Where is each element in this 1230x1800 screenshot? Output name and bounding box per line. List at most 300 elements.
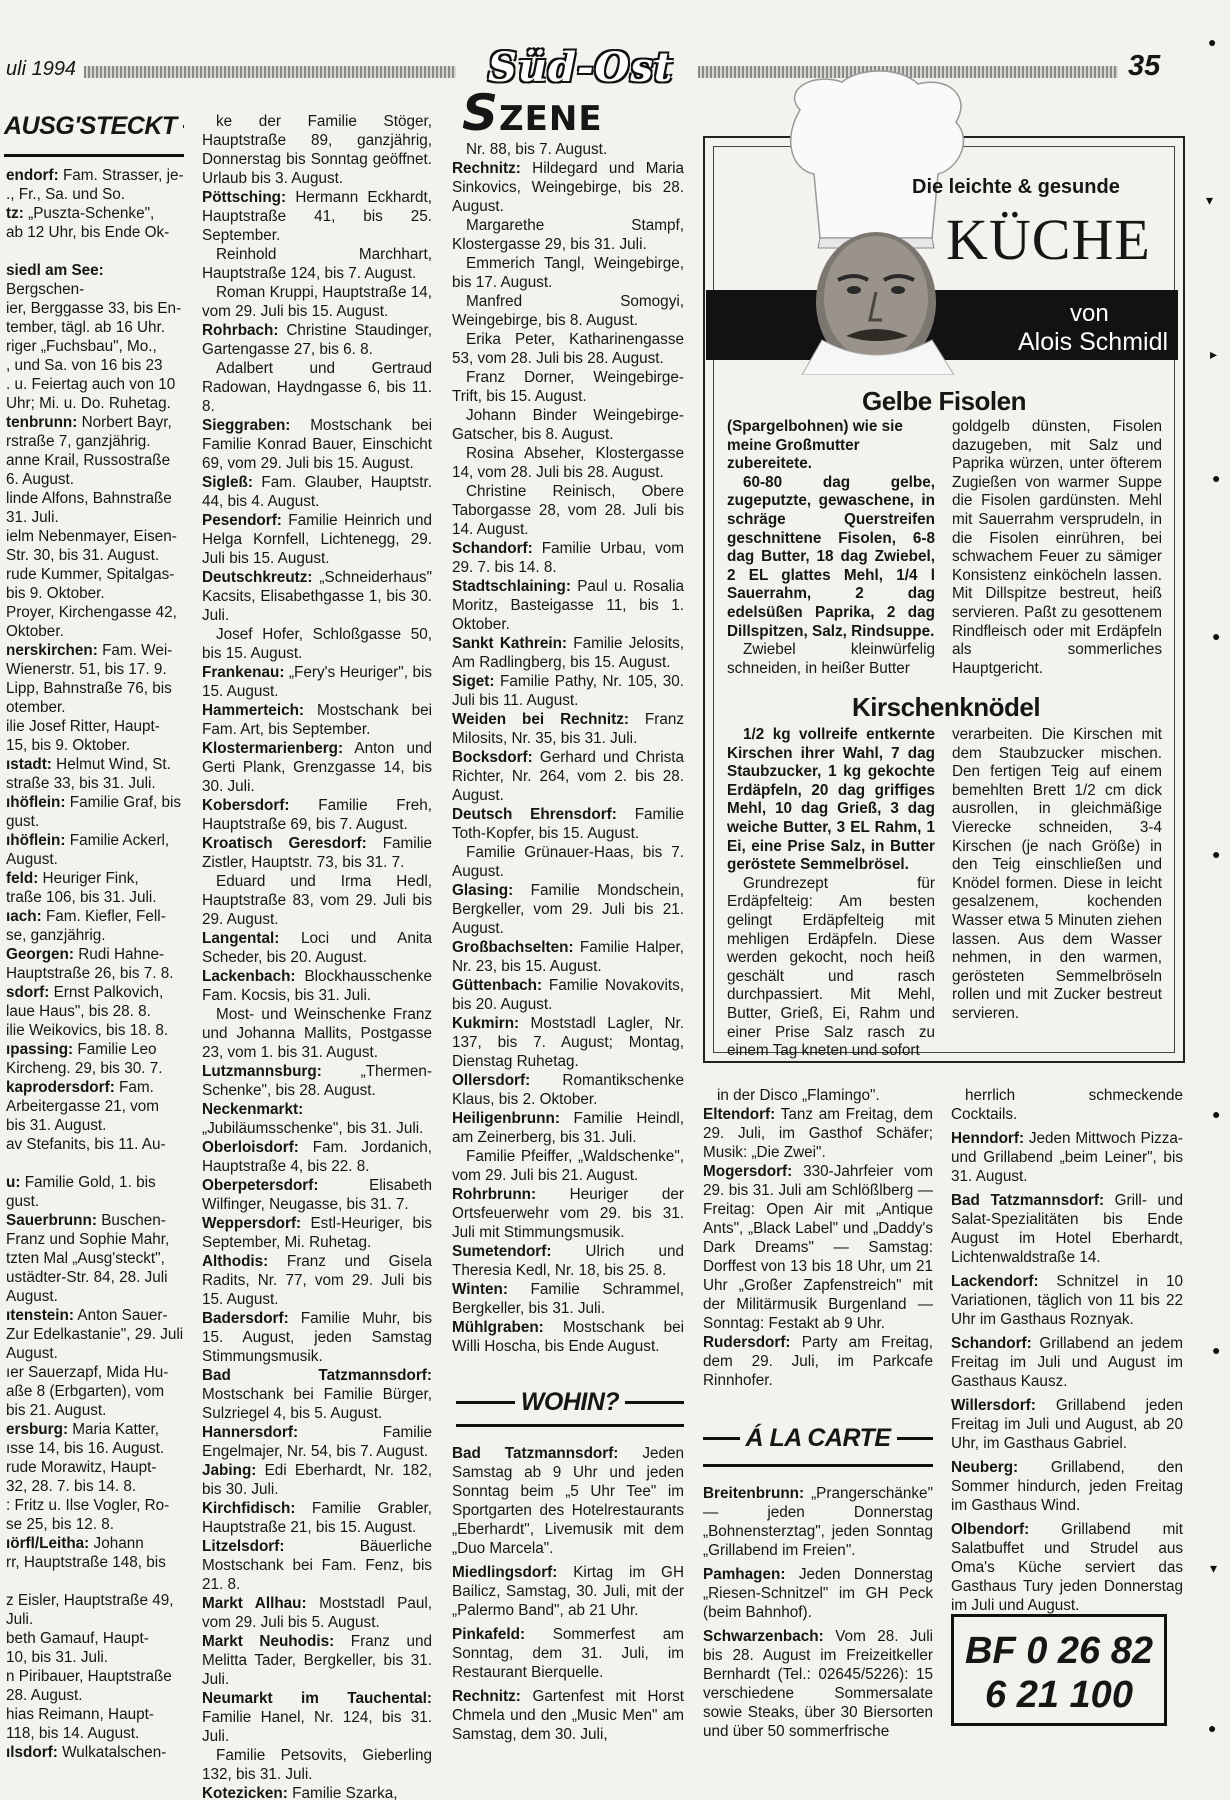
place-name: nerskirchen: [6,642,98,659]
kitchen-subtitle: Die leichte & gesunde [912,176,1120,198]
place-name: Güttenbach: [452,977,543,994]
listing-entry [6,641,184,660]
entry-text: „Jubiläumsschenke", bis 31. Juli. [202,1120,424,1137]
punch-mark: ● [1212,846,1221,862]
listing-entry [452,1014,684,1071]
section-rule [897,1437,934,1440]
entry-text: Rosina Abseher, Klostergasse 14, vom 28. Juli bis 28. August. [452,445,684,481]
listing-entry [6,774,184,793]
place-name: Sigleß: [202,474,253,491]
entry-text: Grillabend an jedem Freitag im Juli und August im Gasthaus Kausz. [951,1335,1184,1390]
listing-entry [452,1185,684,1242]
entry-text: Heuriger Fink, [42,870,139,887]
author-name: Alois Schmidl [1018,328,1169,356]
listing-entry [951,1458,1183,1515]
entry-text: Familie Freh, Hauptstraße 69, bis 7. August. [202,797,433,833]
entry-text: Uhr; Mi. u. Do. Ruhetag. [6,395,171,412]
column-ausgsteckt-3 [452,140,684,1356]
entry-text: Hermann Eckhardt, Hauptstraße 41, bis 25. September. [202,189,433,244]
place-name: Weiden bei Rechnitz: [452,711,629,728]
recipe2-method-b: verarbeiten. Die Kirschen mit dem Staubzucker mischen. Den fertigen Teig auf einem bemehlten Brett 1/2 cm dick ausrollen, in gleichmäßige Vierecke schneiden, 3-4 Kirschen (je nach Größe) in den Teig einschließen und Knödel formen. Diese in leicht gesalzenem, kochenden Wasser etwa 5 Minuten ziehen lassen. Aus dem Wasser nehmen, in den warmen, gerösteten Semmelbröseln rollen und mit Zucker bestreut servieren. [952,726,1162,1022]
entry-text: Vom 28. Juli bis 28. August im Freizeitkeller Bernhardt (Tel.: 02645/5226): 15 verschiedene Sommersalate sowie Steaks, über 30 Biersorten und über 50 sommerfrische [703,1628,933,1740]
code-line-2: 6 21 100 [985,1674,1133,1716]
entry-text: 28. August. [6,1687,83,1704]
listing-entry [452,672,684,710]
listing-entry [951,1129,1183,1186]
entry-text: Roman Kruppi, Hauptstraße 14, vom 29. Juli bis 15. August. [202,284,432,320]
listing-entry [6,1059,184,1078]
place-name: ıhöflein: [6,794,66,811]
recipe-title-kirschenknoedel: Kirschenknödel [852,692,1041,722]
entry-text: n Piribauer, Hauptstraße [6,1668,172,1685]
place-name: Henndorf: [951,1130,1025,1147]
entry-text: traße 106, bis 31. Juli. [6,889,157,906]
listing-entry [6,1458,184,1477]
listing-entry [6,660,184,679]
recipe1-left-column [727,418,935,678]
entry-text: Gartenfest mit Horst Chmela und den „Music Men" am Samstag, dem 30. Juli, [452,1688,685,1743]
listing-entry [452,881,684,938]
listing-entry [202,321,432,359]
place-name: Ollersdorf: [452,1072,531,1089]
entry-text: Mostschank bei Familie Bürger, Sulzriegel 4, bis 5. August. [202,1386,432,1422]
listing-entry [951,1272,1183,1329]
listing-entry [951,1191,1183,1267]
column-wohin [452,1444,684,1744]
listing-entry [6,1116,184,1135]
recipe2-left-column [727,726,935,1061]
punch-mark: ▾ [1210,1560,1218,1576]
place-name: Schandorf: [452,540,533,557]
entry-text: ., Fr., Sa. und So. [6,186,126,203]
recipe1-right-column [952,418,1162,678]
listing-entry [6,261,184,299]
entry-text: gust. [6,1193,40,1210]
recipe2-ingredients: 1/2 kg vollreife entkernte Kirschen ihrer Wahl, 7 dag Staubzucker, 1 kg gekochte Erdäpfeln, 20 dag griffiges Mehl, 10 dag Grieß, 3 dag weiche Butter, 3 EL Rahm, 1 Ei, eine Prise Salz, in Butter geröstete Semmelbrösel. [727,726,935,874]
entry-text: Wienerstr. 51, bis 17. 9. [6,661,167,678]
recipe1-method-b: goldgelb dünsten, Fisolen dazugeben, mit Salz und Paprika würzen, unter öfterem Zugießen von warmer Suppe die Fisolen gardünsten. Mehl mit Sauerrahm versprudeln, in die Fisolen einrühren, bei schwachem Feuer zu sämiger Konsistenz einköcheln lassen. Mit Dillspitze bestreut, heiß servieren. Paßt zu gesottenem Rindfleisch oder mit Erdäpfeln als sommerliches Hauptgericht. [952,418,1162,677]
listing-entry [202,625,432,663]
place-name: Neckenmarkt: [202,1101,304,1118]
entry-text: , und Sa. von 16 bis 23 [6,357,163,374]
listing-entry [6,394,184,413]
place-name: Mogersdorf: [703,1163,793,1180]
listing-entry [6,1135,184,1154]
place-name: Schandorf: [951,1335,1032,1352]
place-name: Althodis: [202,1253,269,1270]
entry-text: ustädter-Str. 84, 28. Juli [6,1269,168,1286]
listing-entry [6,1648,184,1667]
entry-text: Anton Sauer- [77,1307,168,1324]
listing-entry [703,1565,933,1622]
entry-text: linde Alfons, Bahnstraße [6,490,172,507]
listing-entry [202,1214,432,1252]
entry-text: Mostschank bei Familie Konrad Bauer, Einschicht 69, vom 29. Juli bis 15. August. [202,417,432,472]
listing-entry [202,967,432,1005]
listing-entry [202,1062,432,1100]
listing-entry [202,701,432,739]
column-ausgsteckt-1 [6,166,184,1762]
listing-entry [6,1078,184,1097]
listing-entry [202,929,432,967]
entry-text: Familie Graf, bis [69,794,182,811]
listing-entry [452,444,684,482]
entry-text: Franz und Gisela Radits, Nr. 77, vom 29. Juli bis 15. August. [202,1253,432,1308]
place-name: Großbachselten: [452,939,574,956]
listing-entry [202,1499,432,1537]
listing-entry [6,1477,184,1496]
listing-entry [6,1686,184,1705]
place-name: sdorf: [6,984,50,1001]
place-name: Kukmirn: [452,1015,520,1032]
place-name: Sumetendorf: [452,1243,552,1260]
entry-text: Familie Engelmajer, Nr. 54, bis 7. August. [202,1424,432,1460]
listing-entry [202,283,432,321]
entry-text: Eduard und Irma Hedl, Hauptstraße 83, vom 29. Juli bis 29. August. [202,873,432,928]
entry-text: Fam. Jordanich, Hauptstraße 4, bis 22. 8. [202,1139,432,1175]
entry-text: Gerhard und Christa Richter, Nr. 264, vom 2. bis 28. August. [452,749,685,804]
listing-entry [202,834,432,872]
entry-text: Franz Dorner, Weingebirge-Trift, bis 15. August. [452,369,684,405]
place-name: Litzelsdorf: [202,1538,285,1555]
listing-entry [703,1627,933,1741]
punch-mark: ● [1208,34,1217,50]
entry-text: 10, bis 31. Juli. [6,1649,109,1666]
listing-entry [452,159,684,216]
entry-text: Familie Novakovits, bis 20. August. [452,977,685,1013]
place-name: siedl am See: [6,262,104,279]
place-name: Rohrbrunn: [452,1186,537,1203]
listing-entry [452,805,684,843]
place-name: Hammerteich: [202,702,305,719]
column-a-la-carte [703,1484,933,1741]
listing-entry [202,568,432,625]
entry-text: Christine Reinisch, Obere Taborgasse 28, vom 28. Juli bis 14. August. [452,483,684,538]
listing-entry [452,710,684,748]
listing-entry [6,508,184,527]
entry-text: Fam. Wei- [102,642,173,659]
logo-sued-ost: Süd-Ost [488,44,674,91]
entry-text: Familie Urbau, vom 29. 7. bis 14. 8. [452,540,684,576]
listing-entry [6,603,184,622]
listing-entry [452,1242,684,1280]
entry-text: otember. [6,699,66,716]
listing-entry [6,565,184,584]
place-name: Sankt Kathrein: [452,635,568,652]
entry-text: z Eisler, Hauptstraße 49, [6,1592,174,1609]
entry-text: Rudi Hahne- [78,946,165,963]
entry-text: Familie Gold, 1. bis [24,1174,156,1191]
listing-entry [6,1306,184,1325]
listing-entry [6,299,184,318]
place-name: Sieggraben: [202,417,291,434]
listing-entry [452,1109,684,1147]
listing-entry [202,1138,432,1176]
entry-text: ilie Weikovics, bis 18. 8. [6,1022,169,1039]
place-name: Klostermarienberg: [202,740,344,757]
listing-entry [452,843,684,881]
entry-text: laue Haus", bis 28. 8. [6,1003,151,1020]
listing-entry [6,926,184,945]
listing-entry [202,1366,432,1423]
place-name: Pesendorf: [202,512,282,529]
entry-text: Familie Pfeiffer, „Waldschenke", vom 29. Juli bis 21. August. [452,1148,684,1184]
kitchen-title: KÜCHE [946,207,1151,272]
listing-entry [6,1344,184,1363]
listing-entry [202,1746,432,1784]
entry-text: Familie Mondschein, Bergkeller, vom 29. Juli bis 21. August. [452,882,685,937]
entry-text: Familie Zistler, Hauptstr. 73, bis 31. 7. [202,835,432,871]
entry-text: Hildegard und Maria Sinkovics, Weingebirge, bis 28. August. [452,160,685,215]
place-name: Kobersdorf: [202,797,290,814]
place-name: Glasing: [452,882,514,899]
entry-text: Johann Binder Weingebirge-Gatscher, bis 8. August. [452,407,684,443]
listing-entry [6,356,184,375]
listing-entry [452,1444,684,1558]
listing-entry [6,1173,184,1192]
entry-text: Erika Peter, Katharinengasse 53, vom 28. Juli bis 28. August. [452,331,684,367]
entry-text: Margarethe Stampf, Klostergasse 29, bis 31. Juli. [452,217,684,253]
place-name: tenbrunn: [6,414,78,431]
entry-text: August. [6,851,58,868]
listing-entry [6,489,184,508]
listing-entry [202,1252,432,1309]
listing-entry [452,482,684,539]
author-von: von [1070,300,1109,327]
entry-text: Christine Staudinger, Gartengasse 27, bis 6. 8. [202,322,432,358]
listing-entry [6,1268,184,1287]
entry-text: Juli. [6,1611,34,1628]
entry-text: Jeden Donnerstag „Riesen-Schnitzel" im GH Peck (beim Bahnhof). [703,1566,933,1621]
place-name: kaprodersdorf: [6,1079,115,1096]
listing-entry [6,1363,184,1382]
listing-entry [452,1687,684,1744]
entry-text: Franz und Sophie Mahr, [6,1231,170,1248]
entry-text: Familie Szarka, [292,1785,398,1800]
entry-text: ısse 14, bis 16. August. [6,1440,165,1457]
page-number: 35 [1128,50,1161,82]
entry-text: Familie Heindl, am Zeinerberg, bis 31. Juli. [452,1110,684,1146]
listing-entry [6,318,184,337]
section-heading-wohin [456,1388,684,1417]
section-title: AUSG'STECKT [4,112,177,140]
place-name: Schwarzenbach: [703,1628,824,1645]
listing-entry [452,748,684,805]
code-box [951,1614,1167,1726]
listing-entry [452,330,684,368]
listing-entry [202,1632,432,1689]
listing-entry [6,1667,184,1686]
recipe2-method-a: Grundrezept für Erdäpfelteig: Am besten gelingt Erdäpfelteig mit mehligen Erdäpfeln. Diese werden gekocht, noch heiß geschält und rasch durchpassiert. Mit Mehl, Butter, Grieß, Ei, Rahm und einer Prise Salz rasch zu einem Tag kneten und sofort [727,874,935,1060]
listing-entry [6,698,184,717]
listing-entry [6,1192,184,1211]
recipe1-method-a: Zwiebel kleinwürfelig schneiden, in heißer Butter [727,641,935,677]
entry-text: Emmerich Tangl, Weingebirge, bis 17. August. [452,255,684,291]
entry-text: Nr. 88, bis 7. August. [466,141,608,158]
listing-entry [452,1071,684,1109]
entry-text: „Fery's Heuriger", bis 15. August. [202,664,433,700]
entry-text: Grillabend mit Salatbuffet und Strudel aus Oma's Küche serviert das Gasthaus Tury jeden Donnerstag im Juli und August. [951,1521,1183,1614]
listing-entry [6,1002,184,1021]
listing-entry [202,1689,432,1746]
entry-text: Moststadl Paul, vom 29. Juli bis 5. August. [202,1595,432,1631]
entry-text: aße 8 (Erbgarten), vom [6,1383,165,1400]
place-name: u: [6,1174,21,1191]
section-underline [456,1424,684,1427]
listing-entry [6,831,184,850]
entry-text: Familie Hanel, Nr. 124, bis 31. Juli. [202,1709,432,1745]
listing-entry [6,1401,184,1420]
entry-text: bis 21. August. [6,1402,107,1419]
listing-entry [202,112,432,188]
place-name: Oberpetersdorf: [202,1177,319,1194]
entry-text: rude Morawitz, Haupt- [6,1459,157,1476]
header-rule-left [84,66,456,78]
listing-entry [703,1333,933,1390]
listing-entry [951,1520,1183,1615]
listing-entry [6,945,184,964]
listing-entry [6,1515,184,1534]
entry-text: Familie Grabler, Hauptstraße 21, bis 15. August. [202,1500,432,1536]
listing-entry [452,1280,684,1318]
listing-entry [202,1100,432,1138]
listing-entry [6,1040,184,1059]
entry-text: Lipp, Bahnstraße 76, bis [6,680,172,697]
entry-text: Kirtag im GH Bailicz, Samstag, 30. Juli, mit der „Palermo Band", ab 21 Uhr. [452,1564,684,1619]
section-underline [703,1464,933,1467]
entry-text: Franz und Melitta Tader, Bergkeller, bis 31. Juli. [202,1633,432,1688]
place-name: Neumarkt im Tauchental: [202,1690,432,1707]
entry-text: gust. [6,813,40,830]
place-name: Mühlgraben: [452,1319,544,1336]
entry-text: . u. Feiertag auch von 10 [6,376,176,393]
listing-entry [6,869,184,888]
place-name: Deutsch Ehrensdorf: [452,806,617,823]
entry-text: Oktober. [6,623,64,640]
section-rule [183,125,184,128]
entry-text: Familie Schrammel, Bergkeller, bis 31. Juli. [452,1281,684,1317]
listing-entry [6,223,184,242]
listing-entry [703,1484,933,1560]
listing-entry [452,1147,684,1185]
listing-entry [6,1496,184,1515]
listing-entry [6,983,184,1002]
listing-entry [452,216,684,254]
listing-entry [6,413,184,432]
place-name: Rechnitz: [452,1688,521,1705]
listing-entry [452,368,684,406]
entry-text: Familie Pathy, Nr. 105, 30. Juli bis 11. August. [452,673,684,709]
place-name: Frankenau: [202,664,285,681]
entry-text: Edi Eberhardt, Nr. 182, bis 30. Juli. [202,1462,432,1498]
listing-entry [202,1784,432,1800]
entry-text: hias Reimann, Haupt- [6,1706,154,1723]
listing-entry [6,432,184,451]
entry-text: Estl-Heuriger, bis September, Mi. Ruhetag. [202,1215,432,1251]
place-name: Willersdorf: [951,1397,1036,1414]
entry-text: Fam. [119,1079,154,1096]
punch-mark: ▸ [1210,346,1218,362]
recipe-title-gelbe-fisolen: Gelbe Fisolen [862,386,1026,416]
entry-text: Bergschen- [6,281,85,298]
listing-entry [6,622,184,641]
listing-entry [6,1743,184,1762]
entry-text: Most- und Weinschenke Franz und Johanna Mallits, Postgasse 23, vom 1. bis 31. August. [202,1006,432,1061]
listing-entry [6,527,184,546]
place-name: Badersdorf: [202,1310,289,1327]
entry-text: rstraße 7, ganzjährig. [6,433,151,450]
listing-entry [202,188,432,245]
place-name: Sauerbrunn: [6,1212,97,1229]
entry-text: straße 33, bis 31. Juli. [6,775,156,792]
listing-entry [6,584,184,603]
listing-entry [452,254,684,292]
entry-text: Franz Milosits, Nr. 35, bis 31. Juli. [452,711,684,747]
listing-entry [202,872,432,929]
place-name: Bocksdorf: [452,749,533,766]
listing-entry [452,1625,684,1682]
section-rule [456,1401,515,1404]
listing-entry [202,1176,432,1214]
listing-entry [6,1211,184,1230]
entry-text: Str. 30, bis 31. August. [6,547,160,564]
listing-entry [202,473,432,511]
entry-text: „Puszta-Schenke", [28,205,155,222]
recipe1-intro: (Spargelbohnen) wie sie meine Großmutter zubereitete. [727,418,903,473]
listing-entry [202,739,432,796]
entry-text: Arbeitergasse 21, vom [6,1098,160,1115]
entry-text: tzten Mal „Ausg'steckt", [6,1250,165,1267]
listing-entry [202,359,432,416]
listing-entry [6,1249,184,1268]
listing-entry [6,1439,184,1458]
punch-mark: ● [1208,1720,1217,1736]
column-ausgsteckt-2 [202,112,432,1800]
place-name: Markt Neuhodis: [202,1633,335,1650]
recipe1-ingredients: 60-80 dag gelbe, zugeputzte, gewaschene, in schräge Querstreifen geschnittene Fisolen, 6-8 dag Butter, 18 dag Zwiebel, 2 EL glattes Mehl, 1/4 l Sauerrahm, 2 dag edelsüßen Paprika, 2 dag Dillspitzen, Salz, Rindsuppe. [727,473,935,640]
place-name: ıpassing: [6,1041,74,1058]
punch-mark: ▾ [1206,192,1214,208]
entry-text: Grillabend jeden Freitag im Juli und August, ab 20 Uhr, im Gasthaus Gabriel. [951,1397,1184,1452]
code-line-1: BF 0 26 82 [965,1630,1153,1672]
entry-text: Tanz am Freitag, dem 29. Juli, im Gasthof Schäfer; Musik: „Die Zwei". [703,1106,933,1161]
entry-text: Manfred Somogyi, Weingebirge, bis 8. August. [452,293,684,329]
listing-entry [202,796,432,834]
entry-text: Mostschank bei Willi Hoscha, bis Ende August. [452,1319,684,1355]
listing-entry [452,634,684,672]
entry-text: Jeden Mittwoch Pizza- und Grillabend „beim Leiner", bis 31. August. [951,1130,1183,1185]
entry-text: Familie Grünauer-Haas, bis 7. August. [452,844,684,880]
entry-text: ıer Sauerzapf, Mida Hu- [6,1364,169,1381]
entry-text: Anton und Gerti Plank, Grenzgasse 14, bis 30. Juli. [202,740,433,795]
punch-mark: ● [1212,1106,1221,1122]
entry-text: Proyer, Kirchengasse 42, [6,604,177,621]
place-name: Deutschkreutz: [202,569,313,586]
entry-text: Grill- und Salat-Spezialitäten bis Ende August im Hotel Eberhardt, Lichtenwaldstraße 14. [951,1192,1183,1266]
entry-text: Blockhausschenke Fam. Kocsis, bis 31. Juli. [202,968,432,1004]
entry-text: Loci und Anita Scheder, bis 20. August. [202,930,433,966]
listing-entry [6,1610,184,1629]
listing-entry [452,140,684,159]
entry-text: ke der Familie Stöger, Hauptstraße 89, ganzjährig, Donnerstag bis Sonntag geöffnet. Urlaub bis 3. August. [202,113,432,187]
listing-entry [6,1154,184,1173]
place-name: Miedlingsdorf: [452,1564,558,1581]
place-name: Lutzmannsburg: [202,1063,322,1080]
listing-entry [951,1086,1183,1124]
listing-entry [452,539,684,577]
entry-text: Paul u. Rosalia Moritz, Basteigasse 11, bis 1. Oktober. [452,578,685,633]
entry-text: 32, 28. 7. bis 14. 8. [6,1478,137,1495]
